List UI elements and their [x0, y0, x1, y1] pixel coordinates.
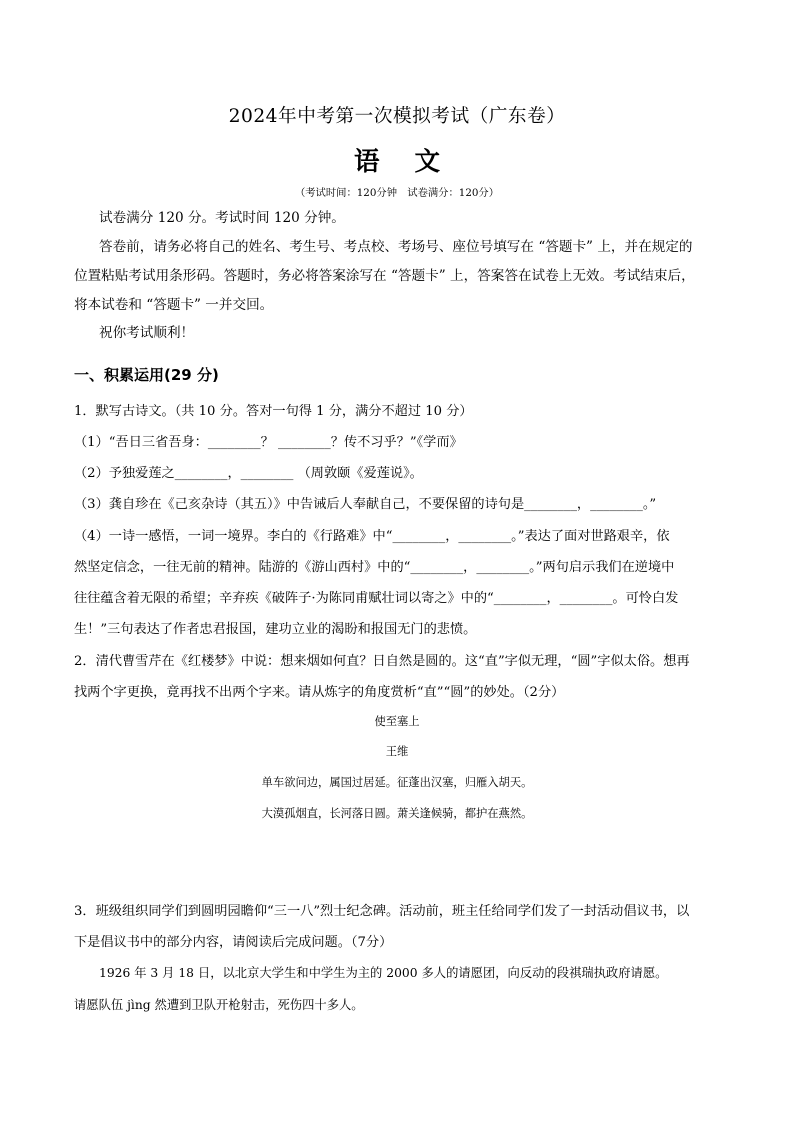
- q3-text-line-1: 1926 年 3 月 18 日，以北京大学生和中学生为主的 2000 多人的请愿团，向反动的段祺瑞执政府请愿。: [99, 966, 668, 980]
- q1-item-3: （3）龚自珍在《己亥杂诗（其五）》中告诫后人奉献自己，不要保留的诗句是________，________。”: [74, 497, 657, 512]
- poem-line-1: 单车欲问边，属国过居延。征蓬出汉塞，归雁入胡天。: [261, 776, 533, 789]
- instruction-line-1: 试卷满分 120 分。考试时间 120 分钟。: [99, 210, 345, 226]
- poem-line-2: 大漠孤烟直，长河落日圆。萧关逢候骑，都护在燕然。: [261, 807, 533, 820]
- q3-stem-line-1: 3．班级组织同学们到圆明园瞻仰“三一八”烈士纪念碑。活动前，班主任给同学们发了一封活动倡议书，以: [74, 904, 690, 919]
- q2-stem-line-2: 找两个字更换，竟再找不出两个字来。请从炼字的角度赏析“直”“圆”的妙处。（2分）: [74, 685, 565, 700]
- q3-stem-line-2: 下是倡议书中的部分内容，请阅读后完成问题。（7分）: [74, 935, 393, 950]
- subject-char-1: 语: [354, 147, 380, 177]
- poem-author: 王维: [385, 745, 409, 758]
- q1-item-1: （1）“吾日三省吾身：________？ ________？传不习乎？”《学而》: [74, 435, 463, 450]
- q1-stem: 1．默写古诗文。（共 10 分。答对一句得 1 分，满分不超过 10 分）: [74, 404, 473, 419]
- exam-time-info: （考试时间：120分钟 试卷满分：120分）: [294, 187, 500, 199]
- q2-stem-line-1: 2．清代曹雪芹在《红楼梦》中说：想来烟如何直？日自然是圆的。这“直”字似无理，“圆”字似太俗。想再: [74, 654, 690, 669]
- subject-heading: [0, 142, 794, 178]
- q1-item-4-line-4: 生！”三句表达了作者忠君报国，建功立业的渴盼和报国无门的悲愤。: [74, 622, 477, 637]
- q1-item-2: （2）予独爱莲之________，________ （周敦颐《爱莲说》。: [74, 466, 423, 481]
- exam-title: 2024年中考第一次模拟考试（广东卷）: [228, 106, 566, 127]
- poem-title: 使至塞上: [374, 715, 420, 728]
- section-heading: 一、积累运用(29 分): [74, 366, 219, 384]
- q1-item-4-line-1: （4）一诗一感悟，一词一境界。李白的《行路难》中“________，________。”表达了面对世路艰辛，依: [74, 529, 670, 544]
- q1-item-4-line-3: 往往蕴含着无限的希望；辛弃疾《破阵子·为陈同甫赋壮词以寄之》中的“________，________。可怜白发: [74, 591, 679, 606]
- subject-char-2: 文: [414, 147, 440, 177]
- q3-text-line-2: 请愿队伍 jìng 然遭到卫队开枪射击，死伤四十多人。: [74, 998, 364, 1012]
- instruction-line-4: 将本试卷和 “答题卡” 一并交回。: [74, 297, 274, 313]
- q1-item-4-line-2: 然坚定信念，一往无前的精神。陆游的《游山西村》中的“________，________。”两句启示我们在逆境中: [74, 560, 675, 575]
- instruction-line-2: 答卷前，请务必将自己的姓名、考生号、考点校、考场号、座位号填写在 “答题卡” 上，并在规定的: [99, 239, 693, 255]
- instruction-line-5: 祝你考试顺利！: [99, 325, 195, 341]
- instruction-line-3: 位置粘贴考试用条形码。答题时，务必将答案涂写在 “答题卡” 上，答案答在试卷上无效。考试结束后，: [74, 268, 695, 284]
